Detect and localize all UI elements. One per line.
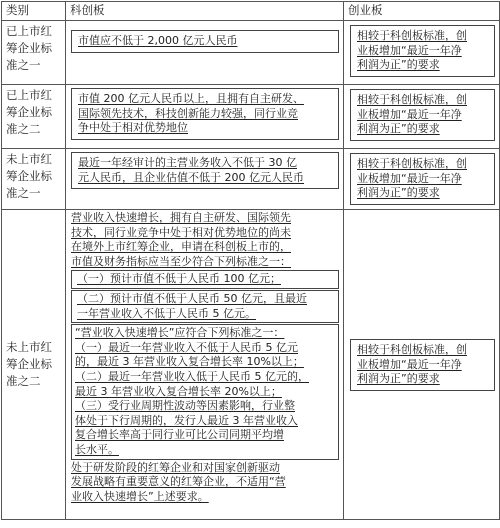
header-cyb: 创业板 xyxy=(344,2,500,21)
kcb-text-box: 市值 200 亿元人民币以上，且拥有自主研发、 国际领先技术，科技创新能力较强，同行业竞 争中处于相对优势地位 xyxy=(71,88,339,140)
kcb-text-box: 市值应不低于 2,000 亿元人民币 xyxy=(71,30,339,53)
cyb-cell xyxy=(344,210,500,520)
category-cell: 未上市红 筹企业标 准之一 xyxy=(2,149,66,210)
cyb-text-box: 相较于科创板标准，创 业板增加“最近一年净 利润为正”的要求 xyxy=(350,153,495,205)
table-row xyxy=(2,210,500,520)
cyb-cell xyxy=(344,149,500,210)
growth-criteria-box: “营业收入快速增长”应符合下列标准之一： （一）最近一年营业收入不低于人民币 5 亿元 的，最近 3 年营业收入复合增长率 10%以上； （二）最近一年营业收入低于人民币 5 亿元的， 最近 3 年营业收入复合增长率 20%以上； （三）受行业周期性波动等因素影响，行业整 体处于下行周期的，发行人最近 3 年营业收入 复合增长率高于同行业可比公司同期平均增 长水平。 xyxy=(71,324,339,459)
cyb-cell xyxy=(344,85,500,149)
kcb-cell xyxy=(66,21,344,85)
cyb-text-box: 相较于科创板标准，创 业板增加“最近一年净 利润为正”的要求 xyxy=(350,339,495,391)
table-row xyxy=(2,149,500,210)
kcb-text-box: 最近一年经审计的主营业务收入不低于 30 亿 元人民币，且企业估值不低于 200 亿元人民币 xyxy=(71,152,339,189)
table-row xyxy=(2,21,500,85)
table-row xyxy=(2,85,500,149)
cyb-text-box: 相较于科创板标准，创 业板增加“最近一年净 利润为正”的要求 xyxy=(350,25,495,77)
category-cell: 已上市红 筹企业标 准之二 xyxy=(2,85,66,149)
header-kcb: 科创板 xyxy=(66,2,344,21)
cyb-text-box: 相较于科创板标准，创 业板增加“最近一年净 利润为正”的要求 xyxy=(350,89,495,141)
kcb-cell xyxy=(66,149,344,210)
comparison-table xyxy=(1,1,500,520)
standard-two-box: （二）预计市值不低于人民币 50 亿元，且最近 一年营业收入不低于人民币 5 亿元。 xyxy=(71,290,339,323)
header-category: 类别 xyxy=(2,2,66,21)
standard-one-box: （一）预计市值不低于人民币 100 亿元； xyxy=(71,270,339,289)
category-cell: 已上市红 筹企业标 准之一 xyxy=(2,21,66,85)
cyb-cell xyxy=(344,21,500,85)
category-cell: 未上市红 筹企业标 准之二 xyxy=(2,210,66,520)
header-row xyxy=(2,2,500,21)
kcb-cell: 营业收入快速增长，拥有自主研发、国际领先 技术，同行业竞争中处于相对优势地位的尚未 在境外上市红筹企业，申请在科创板上市的， 市值及财务指标应当至少符合下列标准之一： （一）预计市值不低于人民币 100 亿元； （二）预计市值不低于人民币 50 亿元，且最近 一年营业收入不低于人民币 5 亿元。 “营业收入快速增长”应符合下列标准之一： （一）最近一年营业收入不低于人民币 5 亿元 的，最近 3 年营业收入复合增长率 10%以上； （二）最近一年营业收入低于人民币 5 亿元的， 最近 3 年营业收入复合增长率 20%以上； （三）受行业周期性波动等因素影响，行业整 体处于下行周期的，发行人最近 3 年营业收入 复合增长率高于同行业可比公司同期平均增 长水平。 处于研发阶段的红筹企业和对国家创新驱动 发展战略有重要意义的红筹企业，不适用“营 业收入快速增长”上述要求。 xyxy=(66,210,344,520)
kcb-cell xyxy=(66,85,344,149)
